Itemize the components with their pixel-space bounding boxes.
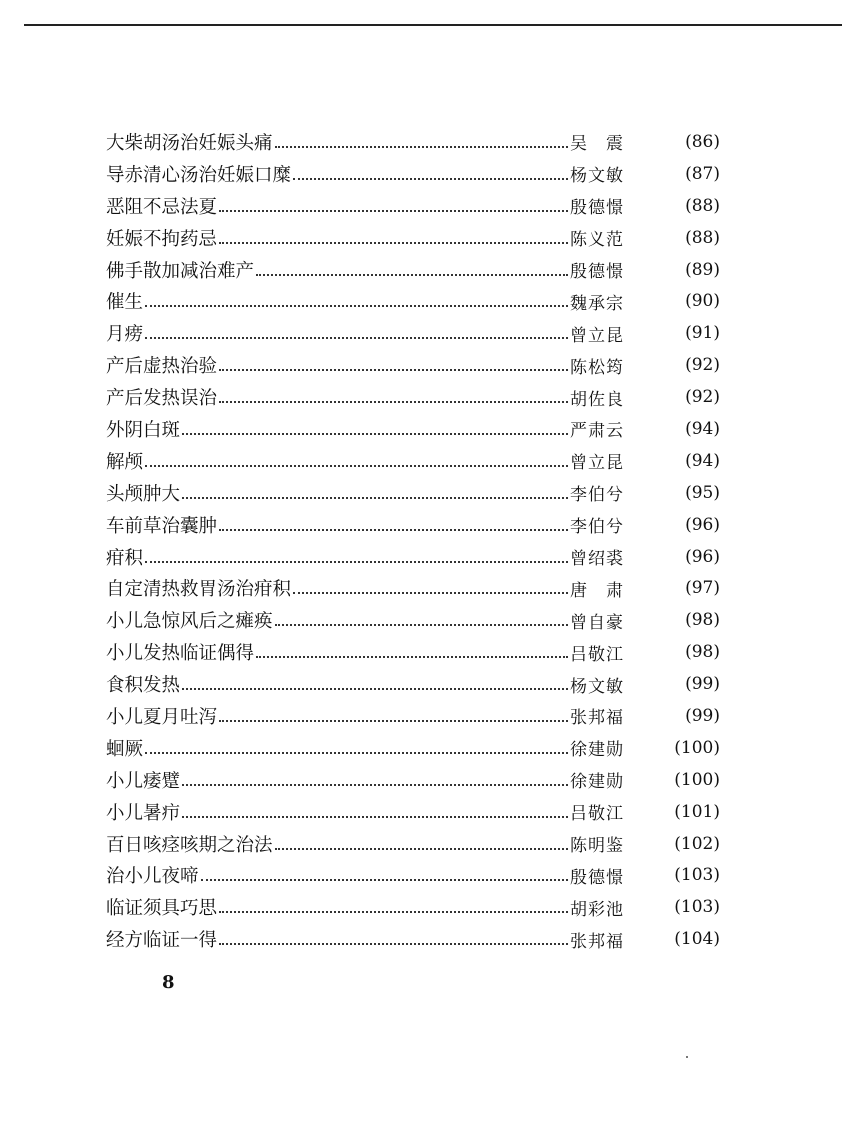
- toc-entry: [106, 572, 720, 604]
- dot-leader: [219, 716, 568, 722]
- toc-entry-title: 导赤清心汤治妊娠口糜: [106, 164, 292, 186]
- toc-entry: [106, 190, 720, 222]
- toc-entry-author: 曾立昆: [570, 325, 624, 346]
- dot-leader: [275, 844, 568, 850]
- toc-entry-title: 蛔厥: [106, 738, 144, 760]
- toc-entry-page: (99): [685, 674, 720, 695]
- toc-entry-title: 催生: [106, 292, 144, 314]
- toc-entry-author: 张邦福: [570, 708, 624, 729]
- toc-entry: [106, 668, 720, 700]
- toc-entry-title: 自定清热救胃汤治疳积: [106, 579, 292, 601]
- toc-entry-page: (98): [685, 642, 720, 663]
- toc-entry-author: 吕敬江: [570, 804, 624, 825]
- toc-entry-page: (94): [685, 450, 720, 471]
- toc-entry-author: 殷德憬: [570, 262, 624, 282]
- toc-entry-author: 陈明鉴: [570, 836, 624, 857]
- toc-entry-author: 胡彩池: [570, 899, 624, 920]
- toc-entry-page: (90): [685, 291, 720, 312]
- toc-entry-title: 食积发热: [106, 675, 181, 697]
- dot-leader: [219, 939, 568, 945]
- toc-entry-title: 产后发热误治: [106, 388, 218, 410]
- toc-entry: [106, 254, 720, 286]
- dot-leader: [219, 365, 568, 371]
- dot-leader: [145, 301, 568, 307]
- page-number: 8: [162, 972, 175, 993]
- toc-entry-page: (99): [685, 705, 720, 726]
- table-of-contents: [106, 126, 720, 955]
- toc-entry: [106, 732, 720, 764]
- toc-entry-title: 百日咳痉咳期之治法: [106, 834, 273, 856]
- toc-entry-author: 吕敬江: [570, 644, 624, 665]
- toc-entry-page: (98): [685, 610, 720, 631]
- toc-entry-title: 恶阻不忌法夏: [106, 196, 218, 218]
- toc-entry-page: (102): [674, 833, 720, 854]
- toc-entry: [106, 413, 720, 445]
- dot-leader: [275, 620, 568, 626]
- toc-entry-page: (101): [674, 801, 720, 822]
- toc-entry-author: 胡佐良: [570, 389, 624, 410]
- dot-leader: [256, 270, 568, 276]
- dot-leader: [219, 206, 568, 212]
- toc-entry-page: (94): [685, 418, 720, 439]
- dot-leader: [182, 812, 568, 818]
- toc-entry-page: (86): [685, 131, 720, 152]
- toc-entry-page: (87): [685, 163, 720, 184]
- toc-entry: [106, 700, 720, 732]
- toc-entry-author: 陈义范: [570, 230, 624, 251]
- toc-entry-author: 杨文敏: [570, 166, 624, 187]
- dot-leader: [293, 174, 568, 180]
- toc-entry-author: 曾自豪: [570, 612, 624, 633]
- dot-leader: [145, 461, 568, 467]
- toc-entry-title: 妊娠不拘药忌: [106, 228, 218, 250]
- toc-entry-title: 车前草治囊肿: [106, 515, 218, 537]
- toc-entry-page: (95): [685, 482, 720, 503]
- toc-entry-author: 严肃云: [570, 421, 624, 442]
- toc-entry: [106, 285, 720, 317]
- toc-entry-title: 经方临证一得: [106, 930, 218, 952]
- toc-entry: [106, 764, 720, 796]
- dot-leader: [219, 238, 568, 244]
- toc-entry-title: 解颅: [106, 451, 144, 473]
- toc-entry: [106, 126, 720, 158]
- toc-entry: [106, 891, 720, 923]
- toc-entry-title: 小儿痿躄: [106, 770, 181, 792]
- toc-entry-author: 魏承宗: [570, 293, 624, 314]
- toc-entry-title: 月痨: [106, 324, 144, 346]
- toc-entry-page: (89): [685, 259, 720, 280]
- dot-leader: [182, 493, 568, 499]
- toc-entry-title: 大柴胡汤治妊娠头痛: [106, 132, 273, 154]
- toc-entry-author: 殷德憬: [570, 198, 624, 219]
- toc-entry-title: 产后虚热治验: [106, 356, 218, 378]
- dot-leader: [182, 684, 568, 690]
- top-rule: [24, 24, 842, 26]
- toc-entry: [106, 158, 720, 190]
- toc-entry-title: 治小儿夜啼: [106, 866, 199, 888]
- toc-entry-author: 张邦福: [570, 931, 624, 952]
- toc-entry-title: 小儿急惊风后之瘫痪: [106, 611, 273, 633]
- toc-entry-title: 小儿夏月吐泻: [106, 706, 218, 728]
- toc-entry: [106, 349, 720, 381]
- toc-entry-page: (100): [674, 737, 720, 758]
- scan-speck: [686, 1056, 688, 1058]
- toc-entry-title: 头颅肿大: [106, 483, 181, 505]
- dot-leader: [256, 652, 568, 658]
- toc-entry-author: 陈松筠: [570, 357, 624, 378]
- toc-entry-page: (100): [674, 769, 720, 790]
- toc-entry: [106, 923, 720, 955]
- toc-entry: [106, 381, 720, 413]
- toc-entry-author: 唐 肃: [570, 580, 624, 601]
- toc-entry-page: (96): [685, 546, 720, 567]
- toc-entry: [106, 445, 720, 477]
- toc-entry: [106, 541, 720, 573]
- toc-entry: [106, 509, 720, 541]
- toc-entry-title: 疳积: [106, 547, 144, 569]
- toc-entry-page: (92): [685, 355, 720, 376]
- toc-entry: [106, 222, 720, 254]
- toc-entry: [106, 859, 720, 891]
- toc-entry: [106, 796, 720, 828]
- toc-entry-title: 临证须具巧思: [106, 898, 218, 920]
- dot-leader: [293, 588, 568, 594]
- toc-entry-page: (97): [685, 578, 720, 599]
- toc-entry-page: (103): [674, 897, 720, 918]
- dot-leader: [275, 142, 568, 148]
- toc-entry-page: (92): [685, 387, 720, 408]
- toc-entry: [106, 828, 720, 860]
- dot-leader: [219, 907, 568, 913]
- toc-entry-author: 殷德憬: [570, 867, 624, 888]
- dot-leader: [145, 333, 568, 339]
- toc-entry-page: (88): [685, 227, 720, 248]
- toc-entry-page: (104): [674, 929, 720, 950]
- toc-entry-title: 佛手散加减治难产: [106, 260, 255, 282]
- toc-entry-page: (103): [674, 865, 720, 886]
- toc-entry: [106, 604, 720, 636]
- dot-leader: [182, 429, 568, 435]
- toc-entry-author: 曾立昆: [570, 453, 624, 474]
- dot-leader: [145, 748, 568, 754]
- dot-leader: [145, 557, 568, 563]
- toc-entry-author: 徐建勋: [570, 772, 624, 793]
- toc-entry: [106, 317, 720, 349]
- dot-leader: [219, 525, 568, 531]
- toc-entry-title: 外阴白斑: [106, 419, 181, 441]
- toc-entry: [106, 477, 720, 509]
- toc-entry-author: 李伯兮: [570, 517, 624, 538]
- dot-leader: [219, 397, 568, 403]
- toc-entry-title: 小儿发热临证偶得: [106, 643, 255, 665]
- toc-entry-title: 小儿暑疖: [106, 802, 181, 824]
- toc-entry-author: 曾绍裘: [570, 549, 624, 570]
- toc-entry-author: 徐建勋: [570, 740, 624, 761]
- toc-entry-page: (88): [685, 195, 720, 216]
- dot-leader: [201, 875, 568, 881]
- toc-entry-page: (96): [685, 514, 720, 535]
- toc-entry-author: 李伯兮: [570, 485, 624, 506]
- dot-leader: [182, 780, 568, 786]
- toc-entry-author: 吴 震: [570, 134, 624, 155]
- toc-entry: [106, 636, 720, 668]
- toc-entry-page: (91): [685, 323, 720, 344]
- toc-entry-author: 杨文敏: [570, 676, 624, 697]
